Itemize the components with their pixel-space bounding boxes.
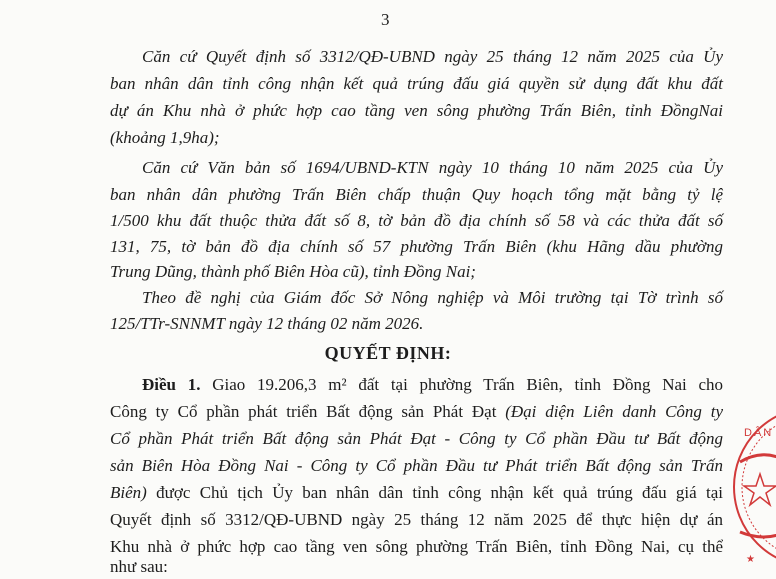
decision-heading: QUYẾT ĐỊNH:: [324, 343, 452, 363]
text-span: được Chủ tịch Ủy ban nhân dân tỉnh công nhận kết quả trúng đấu giá tại: [146, 483, 723, 502]
text-line: 1/500 khu đất thuộc thửa đất số 8, tờ bản đồ địa chính số 58 và các thửa đất số: [110, 211, 723, 230]
text-line: [110, 482, 723, 504]
text-line: ban nhân dân phường Trấn Biên chấp thuận Quy hoạch tổng mặt bằng tỷ lệ: [110, 185, 723, 204]
article-label: Điều 1.: [142, 375, 201, 394]
text-line: Theo đề nghị của Giám đốc Sở Nông nghiệp và Môi trường tại Tờ trình số: [142, 288, 723, 307]
text-line: Quyết định số 3312/QĐ-UBND ngày 25 tháng 12 năm 2025 để thực hiện dự án: [110, 510, 723, 529]
text-span: Biên): [110, 483, 147, 502]
text-line: 131, 75, tờ bản đồ địa chính số 57 phường Trấn Biên (khu Hãng dầu phường: [110, 237, 723, 256]
text-line: sản Biên Hòa Đồng Nai - Công ty Cổ phần Đầu tư Phát triển Bất động sản Trấn: [110, 456, 723, 475]
text-span: (Đại diện Liên danh Công ty: [505, 402, 724, 421]
text-line: [142, 374, 723, 396]
text-line: như sau:: [110, 557, 168, 576]
red-seal-stamp: [732, 402, 776, 579]
text-line: Khu nhà ở phức hợp cao tầng ven sông phường Trấn Biên, tỉnh Đồng Nai, cụ thể: [110, 537, 723, 556]
text-line: dự án Khu nhà ở phức hợp cao tầng ven sông phường Trấn Biên, tỉnh ĐồngNai: [110, 101, 723, 120]
text-line: (khoảng 1,9ha);: [110, 128, 220, 147]
page-number: 3: [381, 10, 390, 29]
text-span: Công ty Cổ phần phát triển Bất động sản Phát Đạt: [110, 402, 506, 421]
stamp-star-icon: [744, 474, 776, 505]
text-line: 125/TTr-SNNMT ngày 12 tháng 02 năm 2026.: [110, 314, 424, 333]
svg-text:★: ★: [746, 554, 755, 565]
text-line: Trung Dũng, thành phố Biên Hòa cũ), tỉnh Đồng Nai;: [110, 262, 476, 281]
text-span: Giao 19.206,3 m² đất tại phường Trấn Biên, tỉnh Đồng Nai cho: [212, 375, 724, 394]
text-line: Căn cứ Văn bản số 1694/UBND-KTN ngày 10 tháng 10 năm 2025 của Ủy: [142, 158, 723, 177]
text-line: [110, 401, 723, 423]
text-line: Căn cứ Quyết định số 3312/QĐ-UBND ngày 25 tháng 12 năm 2025 của Ủy: [142, 47, 723, 66]
text-line: Cổ phần Phát triển Bất động sản Phát Đạt - Công ty Cổ phần Đầu tư Bất động: [110, 429, 723, 448]
stamp-text: DÂN: [744, 427, 774, 439]
text-line: ban nhân dân tỉnh công nhận kết quả trúng đấu giá quyền sử dụng đất khu đất: [110, 74, 723, 93]
